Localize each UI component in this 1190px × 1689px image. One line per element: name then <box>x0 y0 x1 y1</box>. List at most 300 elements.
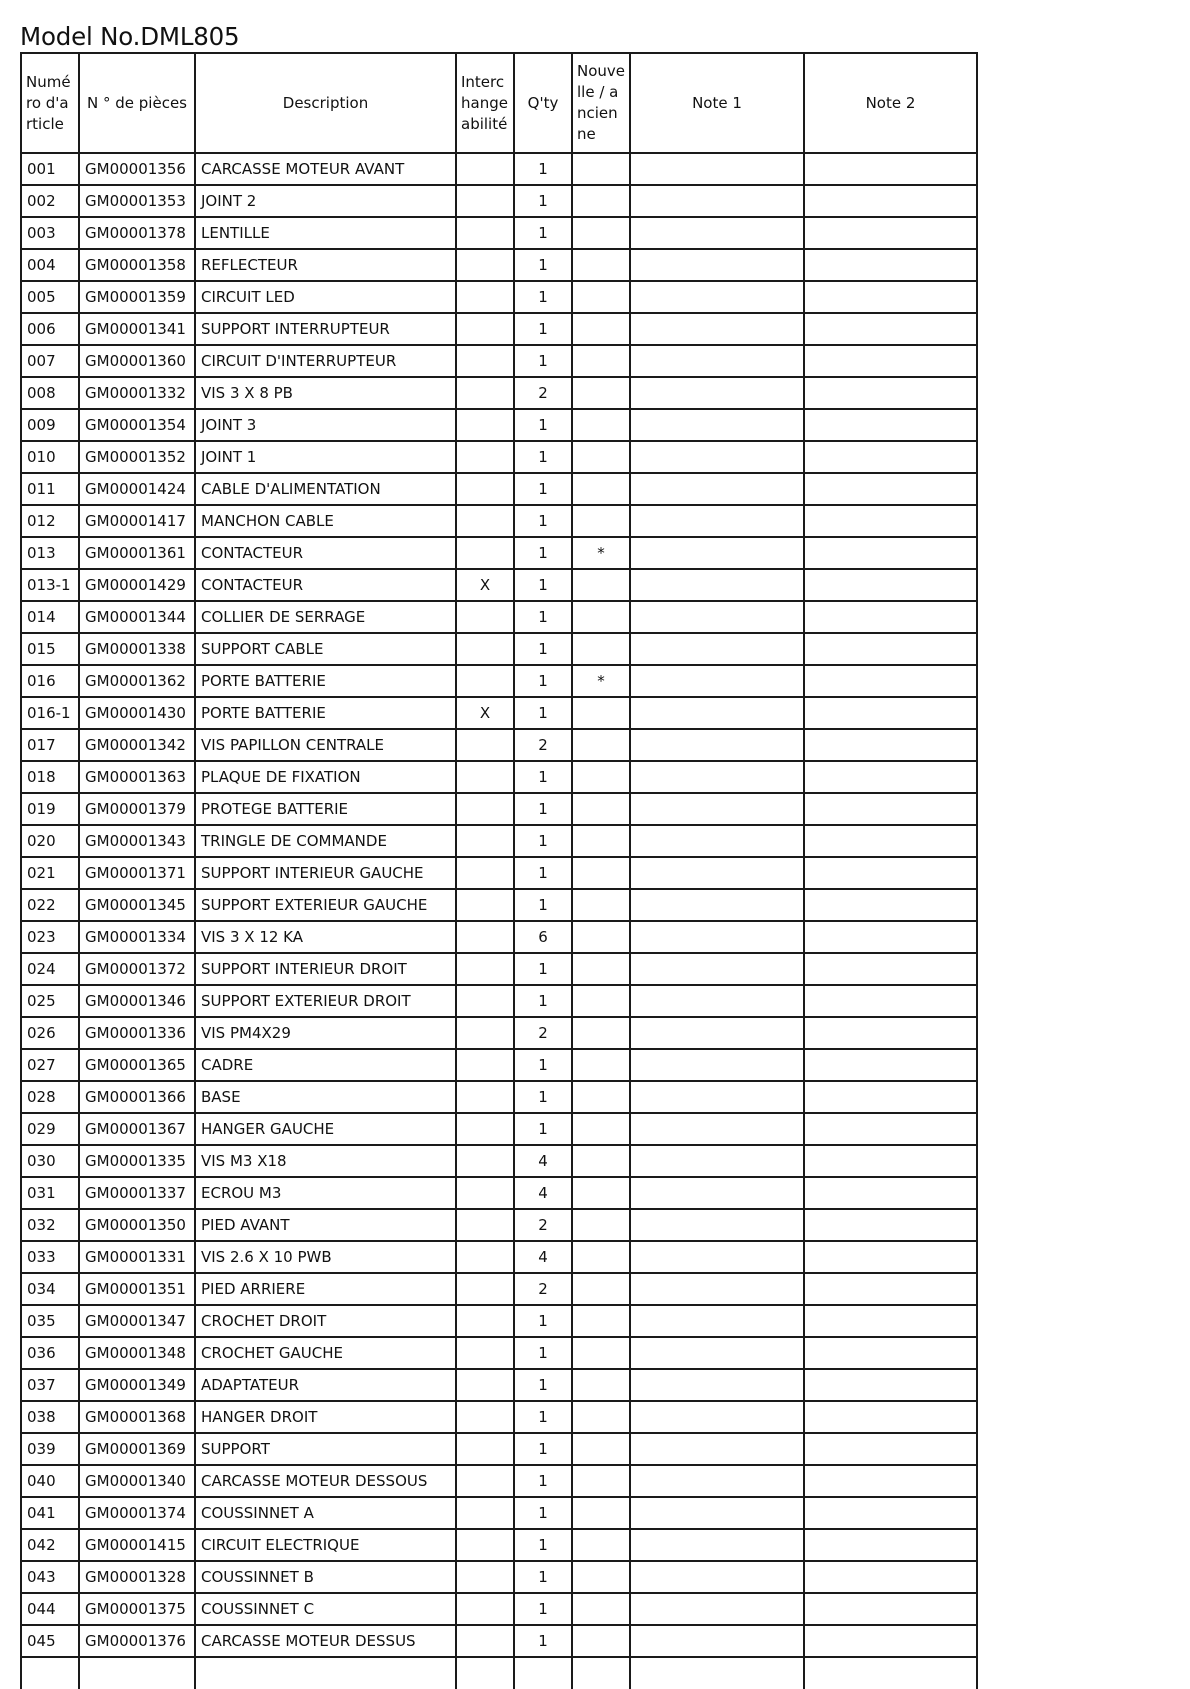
cell-note-1 <box>630 409 804 441</box>
cell-part-number: GM00001375 <box>79 1593 195 1625</box>
cell-description: SUPPORT INTERRUPTEUR <box>195 313 456 345</box>
cell-part-number: GM00001365 <box>79 1049 195 1081</box>
cell-item-number: 013 <box>21 537 79 569</box>
cell-interchangeability <box>456 665 514 697</box>
cell-interchangeability <box>456 1465 514 1497</box>
cell-interchangeability <box>456 281 514 313</box>
cell-note-2 <box>804 1017 977 1049</box>
cell-new-old <box>572 249 630 281</box>
cell-interchangeability <box>456 1113 514 1145</box>
cell-item-number: 016 <box>21 665 79 697</box>
cell-note-1 <box>630 1081 804 1113</box>
cell-description: TRINGLE DE COMMANDE <box>195 825 456 857</box>
cell-note-1 <box>630 153 804 185</box>
cell-part-number: GM00001374 <box>79 1497 195 1529</box>
cell-new-old: * <box>572 665 630 697</box>
cell-note-2 <box>804 985 977 1017</box>
cell-interchangeability <box>456 1369 514 1401</box>
cell-interchangeability <box>456 1561 514 1593</box>
cell-description: CIRCUIT D'INTERRUPTEUR <box>195 345 456 377</box>
cell-quantity: 1 <box>514 985 572 1017</box>
cell-item-number: 027 <box>21 1049 79 1081</box>
cell-part-number: GM00001417 <box>79 505 195 537</box>
cell-note-2 <box>804 345 977 377</box>
cell-part-number: GM00001342 <box>79 729 195 761</box>
cell-interchangeability <box>456 1241 514 1273</box>
cell-note-1 <box>630 857 804 889</box>
cell-item-number: 021 <box>21 857 79 889</box>
cell-description: SUPPORT CABLE <box>195 633 456 665</box>
cell-new-old <box>572 1241 630 1273</box>
cell-note-2 <box>804 1433 977 1465</box>
cell-note-1 <box>630 1369 804 1401</box>
table-row <box>21 665 977 697</box>
cell-quantity: 1 <box>514 1465 572 1497</box>
table-row <box>21 825 977 857</box>
cell-note-1 <box>630 313 804 345</box>
cell-note-2 <box>804 953 977 985</box>
cell-interchangeability <box>456 1209 514 1241</box>
cell-new-old <box>572 185 630 217</box>
cell-part-number: GM00001361 <box>79 537 195 569</box>
cell-item-number: 031 <box>21 1177 79 1209</box>
cell-new-old <box>572 1337 630 1369</box>
cell-part-number: GM00001367 <box>79 1113 195 1145</box>
cell-part-number: GM00001343 <box>79 825 195 857</box>
table-row <box>21 1337 977 1369</box>
cell-part-number: GM00001337 <box>79 1177 195 1209</box>
table-row <box>21 1465 977 1497</box>
table-row <box>21 1625 977 1657</box>
cell-part-number: GM00001349 <box>79 1369 195 1401</box>
cell-note-1 <box>630 537 804 569</box>
cell-part-number: GM00001424 <box>79 473 195 505</box>
cell-item-number: 039 <box>21 1433 79 1465</box>
table-row <box>21 537 977 569</box>
cell-quantity: 1 <box>514 1625 572 1657</box>
cell-part-number: GM00001331 <box>79 1241 195 1273</box>
cell-new-old <box>572 1049 630 1081</box>
cell-interchangeability <box>456 1273 514 1305</box>
cell-item-number: 042 <box>21 1529 79 1561</box>
cell-part-number: GM00001360 <box>79 345 195 377</box>
cell-note-2 <box>804 1177 977 1209</box>
cell-new-old <box>572 825 630 857</box>
header-description: Description <box>195 53 456 153</box>
cell-note-2 <box>804 1337 977 1369</box>
table-row <box>21 857 977 889</box>
cell-item-number: 010 <box>21 441 79 473</box>
cell-interchangeability <box>456 1305 514 1337</box>
cell-quantity: 1 <box>514 1561 572 1593</box>
cell-note-2 <box>804 153 977 185</box>
cell-note-2 <box>804 441 977 473</box>
cell-new-old <box>572 569 630 601</box>
cell-note-1 <box>630 1209 804 1241</box>
cell-note-2 <box>804 1369 977 1401</box>
cell-part-number: GM00001379 <box>79 793 195 825</box>
cell-part-number: GM00001336 <box>79 1017 195 1049</box>
cell-new-old <box>572 1081 630 1113</box>
cell-part-number: GM00001335 <box>79 1145 195 1177</box>
cell-item-number: 002 <box>21 185 79 217</box>
cell-quantity: 1 <box>514 537 572 569</box>
cell-new-old <box>572 793 630 825</box>
cell-new-old <box>572 1145 630 1177</box>
cell-new-old <box>572 217 630 249</box>
cell-quantity: 1 <box>514 249 572 281</box>
cell-description: ECROU M3 <box>195 1177 456 1209</box>
cell-quantity: 1 <box>514 313 572 345</box>
cell-description: CIRCUIT ELECTRIQUE <box>195 1529 456 1561</box>
cell-quantity: 1 <box>514 793 572 825</box>
cell-interchangeability <box>456 1593 514 1625</box>
cell-new-old <box>572 1657 630 1689</box>
cell-item-number: 017 <box>21 729 79 761</box>
cell-item-number: 013-1 <box>21 569 79 601</box>
cell-new-old <box>572 313 630 345</box>
table-row <box>21 889 977 921</box>
cell-note-1 <box>630 1113 804 1145</box>
table-row <box>21 1433 977 1465</box>
cell-item-number <box>21 1657 79 1689</box>
cell-item-number: 001 <box>21 153 79 185</box>
table-row <box>21 153 977 185</box>
cell-new-old <box>572 1593 630 1625</box>
cell-new-old <box>572 953 630 985</box>
cell-part-number: GM00001430 <box>79 697 195 729</box>
cell-part-number: GM00001340 <box>79 1465 195 1497</box>
cell-description: VIS PM4X29 <box>195 1017 456 1049</box>
cell-quantity: 1 <box>514 1049 572 1081</box>
cell-description: COUSSINNET B <box>195 1561 456 1593</box>
cell-quantity: 1 <box>514 185 572 217</box>
cell-description: PROTEGE BATTERIE <box>195 793 456 825</box>
cell-quantity: 2 <box>514 1273 572 1305</box>
cell-note-2 <box>804 1625 977 1657</box>
cell-interchangeability <box>456 1177 514 1209</box>
cell-part-number: GM00001338 <box>79 633 195 665</box>
cell-note-1 <box>630 1529 804 1561</box>
cell-part-number: GM00001359 <box>79 281 195 313</box>
cell-note-1 <box>630 441 804 473</box>
cell-description: SUPPORT INTERIEUR DROIT <box>195 953 456 985</box>
table-row <box>21 473 977 505</box>
header-quantity: Q'ty <box>514 53 572 153</box>
cell-item-number: 037 <box>21 1369 79 1401</box>
cell-description: VIS PAPILLON CENTRALE <box>195 729 456 761</box>
cell-interchangeability <box>456 633 514 665</box>
cell-part-number: GM00001332 <box>79 377 195 409</box>
cell-note-2 <box>804 1209 977 1241</box>
cell-part-number: GM00001353 <box>79 185 195 217</box>
cell-quantity: 2 <box>514 377 572 409</box>
cell-note-2 <box>804 1657 977 1689</box>
cell-note-2 <box>804 1049 977 1081</box>
cell-note-1 <box>630 1273 804 1305</box>
cell-quantity: 1 <box>514 1369 572 1401</box>
page-title: Model No.DML805 <box>20 22 240 51</box>
cell-quantity: 1 <box>514 505 572 537</box>
cell-part-number: GM00001363 <box>79 761 195 793</box>
cell-note-2 <box>804 825 977 857</box>
cell-quantity: 1 <box>514 345 572 377</box>
cell-item-number: 006 <box>21 313 79 345</box>
cell-item-number: 024 <box>21 953 79 985</box>
cell-note-1 <box>630 793 804 825</box>
cell-description: SUPPORT EXTERIEUR GAUCHE <box>195 889 456 921</box>
cell-note-2 <box>804 1145 977 1177</box>
cell-interchangeability <box>456 153 514 185</box>
cell-description: JOINT 3 <box>195 409 456 441</box>
cell-note-1 <box>630 1049 804 1081</box>
table-row <box>21 569 977 601</box>
cell-new-old <box>572 1433 630 1465</box>
table-row <box>21 921 977 953</box>
cell-description: PORTE BATTERIE <box>195 697 456 729</box>
cell-new-old <box>572 377 630 409</box>
cell-description: REFLECTEUR <box>195 249 456 281</box>
cell-new-old <box>572 1497 630 1529</box>
table-row <box>21 441 977 473</box>
cell-item-number: 025 <box>21 985 79 1017</box>
cell-part-number: GM00001352 <box>79 441 195 473</box>
cell-description: SUPPORT EXTERIEUR DROIT <box>195 985 456 1017</box>
table-row <box>21 1529 977 1561</box>
cell-item-number: 030 <box>21 1145 79 1177</box>
cell-part-number: GM00001334 <box>79 921 195 953</box>
cell-new-old: * <box>572 537 630 569</box>
cell-item-number: 033 <box>21 1241 79 1273</box>
cell-interchangeability <box>456 249 514 281</box>
cell-note-1 <box>630 473 804 505</box>
cell-description: COLLIER DE SERRAGE <box>195 601 456 633</box>
cell-interchangeability <box>456 537 514 569</box>
cell-interchangeability <box>456 185 514 217</box>
cell-note-1 <box>630 217 804 249</box>
cell-description: VIS 3 X 12 KA <box>195 921 456 953</box>
cell-part-number: GM00001341 <box>79 313 195 345</box>
cell-note-1 <box>630 889 804 921</box>
cell-item-number: 003 <box>21 217 79 249</box>
cell-description: PORTE BATTERIE <box>195 665 456 697</box>
table-row <box>21 697 977 729</box>
cell-note-2 <box>804 537 977 569</box>
cell-new-old <box>572 1273 630 1305</box>
cell-description: CADRE <box>195 1049 456 1081</box>
cell-item-number: 035 <box>21 1305 79 1337</box>
cell-new-old <box>572 633 630 665</box>
cell-description: COUSSINNET A <box>195 1497 456 1529</box>
cell-note-1 <box>630 1145 804 1177</box>
cell-new-old <box>572 473 630 505</box>
table-row <box>21 1497 977 1529</box>
cell-new-old <box>572 601 630 633</box>
cell-new-old <box>572 1113 630 1145</box>
table-row <box>21 1561 977 1593</box>
cell-note-2 <box>804 1401 977 1433</box>
cell-item-number: 045 <box>21 1625 79 1657</box>
table-row <box>21 409 977 441</box>
cell-part-number: GM00001356 <box>79 153 195 185</box>
cell-note-2 <box>804 665 977 697</box>
cell-item-number: 034 <box>21 1273 79 1305</box>
cell-interchangeability <box>456 1337 514 1369</box>
cell-quantity: 2 <box>514 729 572 761</box>
cell-description: ADAPTATEUR <box>195 1369 456 1401</box>
cell-part-number: GM00001368 <box>79 1401 195 1433</box>
cell-note-2 <box>804 1113 977 1145</box>
cell-quantity: 4 <box>514 1177 572 1209</box>
cell-description: VIS 2.6 X 10 PWB <box>195 1241 456 1273</box>
cell-note-2 <box>804 185 977 217</box>
cell-note-1 <box>630 377 804 409</box>
cell-description: MANCHON CABLE <box>195 505 456 537</box>
cell-part-number: GM00001376 <box>79 1625 195 1657</box>
header-new-old: Nouvelle / ancienne <box>572 53 630 153</box>
cell-note-2 <box>804 1305 977 1337</box>
header-note-2: Note 2 <box>804 53 977 153</box>
cell-description: VIS 3 X 8 PB <box>195 377 456 409</box>
cell-quantity: 1 <box>514 633 572 665</box>
cell-quantity: 1 <box>514 665 572 697</box>
cell-item-number: 020 <box>21 825 79 857</box>
cell-part-number: GM00001348 <box>79 1337 195 1369</box>
table-row <box>21 1273 977 1305</box>
cell-new-old <box>572 1177 630 1209</box>
cell-part-number: GM00001371 <box>79 857 195 889</box>
cell-description: CROCHET GAUCHE <box>195 1337 456 1369</box>
cell-item-number: 041 <box>21 1497 79 1529</box>
cell-quantity: 1 <box>514 473 572 505</box>
cell-interchangeability: X <box>456 569 514 601</box>
cell-interchangeability <box>456 729 514 761</box>
cell-part-number <box>79 1657 195 1689</box>
table-row <box>21 1209 977 1241</box>
parts-table-body <box>21 153 977 1689</box>
cell-new-old <box>572 441 630 473</box>
cell-description: CARCASSE MOTEUR AVANT <box>195 153 456 185</box>
cell-part-number: GM00001372 <box>79 953 195 985</box>
cell-item-number: 022 <box>21 889 79 921</box>
cell-description: COUSSINNET C <box>195 1593 456 1625</box>
table-row <box>21 377 977 409</box>
cell-note-1 <box>630 601 804 633</box>
cell-quantity: 1 <box>514 153 572 185</box>
table-row <box>21 1177 977 1209</box>
cell-note-1 <box>630 1465 804 1497</box>
cell-note-2 <box>804 1593 977 1625</box>
cell-interchangeability <box>456 953 514 985</box>
cell-description: SUPPORT <box>195 1433 456 1465</box>
cell-item-number: 007 <box>21 345 79 377</box>
cell-note-2 <box>804 1081 977 1113</box>
cell-interchangeability: X <box>456 697 514 729</box>
cell-item-number: 005 <box>21 281 79 313</box>
cell-quantity <box>514 1657 572 1689</box>
cell-item-number: 038 <box>21 1401 79 1433</box>
cell-new-old <box>572 1369 630 1401</box>
cell-part-number: GM00001354 <box>79 409 195 441</box>
cell-interchangeability <box>456 1497 514 1529</box>
cell-item-number: 028 <box>21 1081 79 1113</box>
cell-part-number: GM00001429 <box>79 569 195 601</box>
cell-description: JOINT 2 <box>195 185 456 217</box>
cell-part-number: GM00001378 <box>79 217 195 249</box>
cell-interchangeability <box>456 1625 514 1657</box>
cell-note-1 <box>630 697 804 729</box>
header-note-1: Note 1 <box>630 53 804 153</box>
cell-note-2 <box>804 761 977 793</box>
cell-note-1 <box>630 665 804 697</box>
cell-interchangeability <box>456 441 514 473</box>
cell-note-1 <box>630 921 804 953</box>
cell-description: CONTACTEUR <box>195 569 456 601</box>
cell-interchangeability <box>456 601 514 633</box>
header-item-number: Numéro d'article <box>21 53 79 153</box>
cell-note-2 <box>804 729 977 761</box>
cell-item-number: 015 <box>21 633 79 665</box>
cell-note-2 <box>804 473 977 505</box>
table-row <box>21 953 977 985</box>
cell-new-old <box>572 921 630 953</box>
cell-item-number: 011 <box>21 473 79 505</box>
table-row <box>21 1081 977 1113</box>
cell-part-number: GM00001366 <box>79 1081 195 1113</box>
cell-note-2 <box>804 377 977 409</box>
cell-new-old <box>572 729 630 761</box>
cell-note-1 <box>630 1593 804 1625</box>
cell-description: CROCHET DROIT <box>195 1305 456 1337</box>
cell-quantity: 1 <box>514 601 572 633</box>
cell-item-number: 008 <box>21 377 79 409</box>
cell-note-2 <box>804 313 977 345</box>
cell-part-number: GM00001358 <box>79 249 195 281</box>
table-row <box>21 1145 977 1177</box>
cell-description: LENTILLE <box>195 217 456 249</box>
table-row-continued <box>21 1657 977 1689</box>
cell-item-number: 018 <box>21 761 79 793</box>
cell-note-2 <box>804 921 977 953</box>
cell-description: BASE <box>195 1081 456 1113</box>
cell-quantity: 2 <box>514 1017 572 1049</box>
cell-note-2 <box>804 1241 977 1273</box>
cell-note-1 <box>630 345 804 377</box>
cell-quantity: 1 <box>514 281 572 313</box>
cell-note-1 <box>630 825 804 857</box>
table-row <box>21 793 977 825</box>
cell-interchangeability <box>456 889 514 921</box>
cell-item-number: 029 <box>21 1113 79 1145</box>
cell-description: CIRCUIT LED <box>195 281 456 313</box>
cell-quantity: 1 <box>514 857 572 889</box>
cell-note-1 <box>630 569 804 601</box>
cell-new-old <box>572 505 630 537</box>
cell-note-2 <box>804 601 977 633</box>
cell-interchangeability <box>456 217 514 249</box>
cell-description: SUPPORT INTERIEUR GAUCHE <box>195 857 456 889</box>
cell-description: VIS M3 X18 <box>195 1145 456 1177</box>
cell-description: PIED ARRIERE <box>195 1273 456 1305</box>
cell-item-number: 004 <box>21 249 79 281</box>
cell-new-old <box>572 153 630 185</box>
cell-interchangeability <box>456 473 514 505</box>
cell-item-number: 014 <box>21 601 79 633</box>
cell-new-old <box>572 1529 630 1561</box>
cell-note-2 <box>804 281 977 313</box>
cell-note-2 <box>804 633 977 665</box>
cell-note-1 <box>630 1401 804 1433</box>
